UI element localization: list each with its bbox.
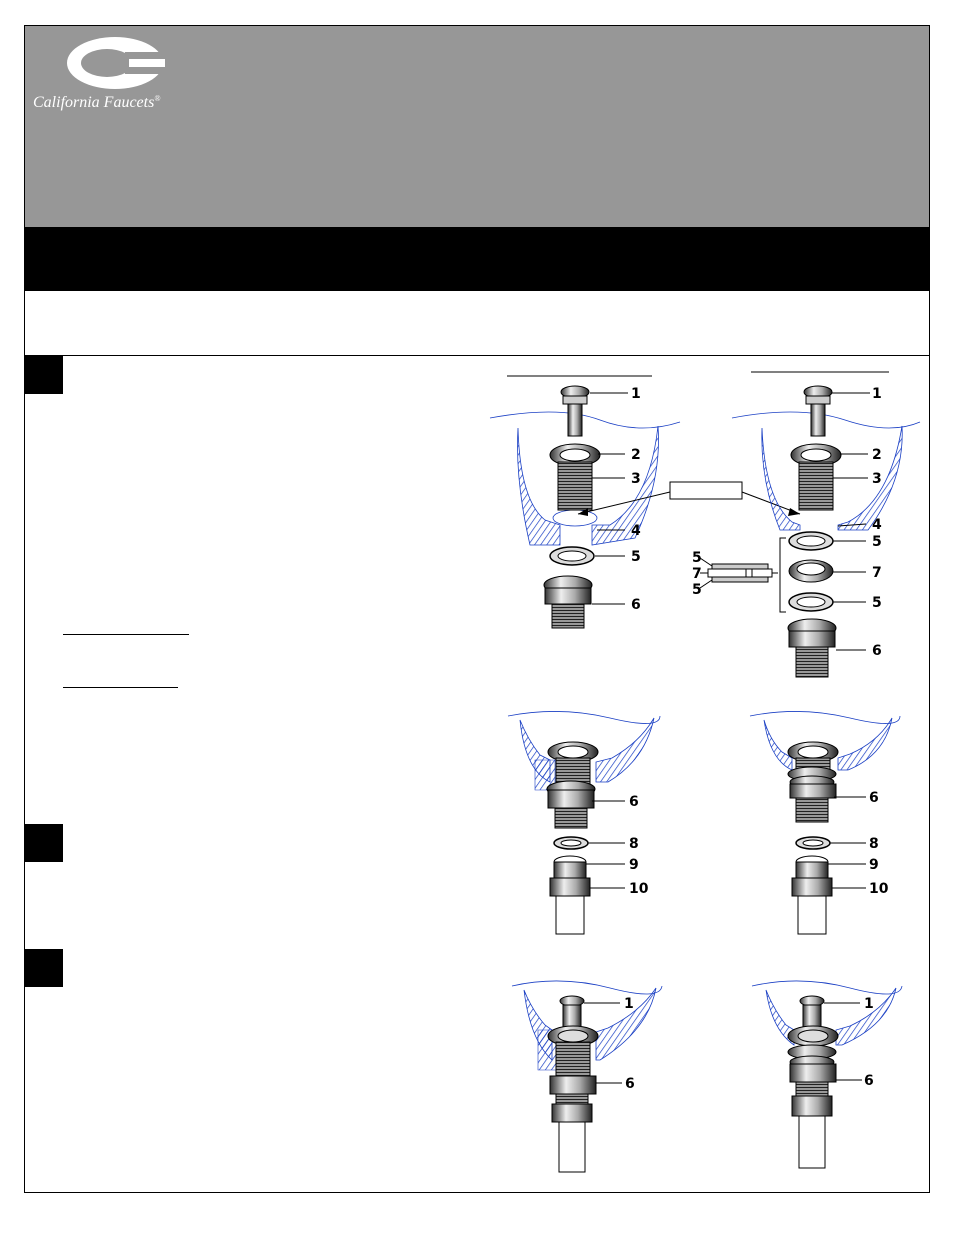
label-middle-left-9: 9 [629,857,639,873]
label-upper-right-7: 7 [872,565,882,581]
label-lower-right-6: 6 [864,1073,874,1089]
label-middle-right-8: 8 [869,836,879,852]
label-upper-right-3: 3 [872,471,882,487]
label-inset-7: 7 [692,566,702,582]
label-upper-right-1: 1 [872,386,882,402]
diagram-lower-right [752,981,902,1168]
diagram-middle-left [508,711,660,934]
callout-box [670,482,742,499]
label-upper-right-2: 2 [872,447,882,463]
label-upper-left-1: 1 [631,386,641,402]
label-inset-5a: 5 [692,550,702,566]
label-middle-left-8: 8 [629,836,639,852]
diagram-upper-left [490,386,680,628]
label-middle-left-6: 6 [629,794,639,810]
label-lower-right-1: 1 [864,996,874,1012]
label-middle-right-6: 6 [869,790,879,806]
diagram-lower-left [512,981,662,1172]
label-inset-5b: 5 [692,582,702,598]
label-upper-left-3: 3 [631,471,641,487]
label-upper-right-4: 4 [872,517,882,533]
brand-name: California Faucets® [33,94,161,111]
label-upper-left-2: 2 [631,447,641,463]
label-upper-right-6: 6 [872,643,882,659]
label-upper-right-5a: 5 [872,534,882,550]
label-lower-left-6: 6 [625,1076,635,1092]
diagram-inset-gasket [692,550,778,598]
label-upper-right-5b: 5 [872,595,882,611]
diagram-middle-right [750,711,900,934]
label-middle-left-10: 10 [629,881,649,897]
label-middle-right-9: 9 [869,857,879,873]
label-upper-left-6: 6 [631,597,641,613]
diagram-upper-right [732,386,920,677]
label-upper-left-4: 4 [631,523,641,539]
label-middle-right-10: 10 [869,881,889,897]
label-lower-left-1: 1 [624,996,634,1012]
label-upper-left-5: 5 [631,549,641,565]
